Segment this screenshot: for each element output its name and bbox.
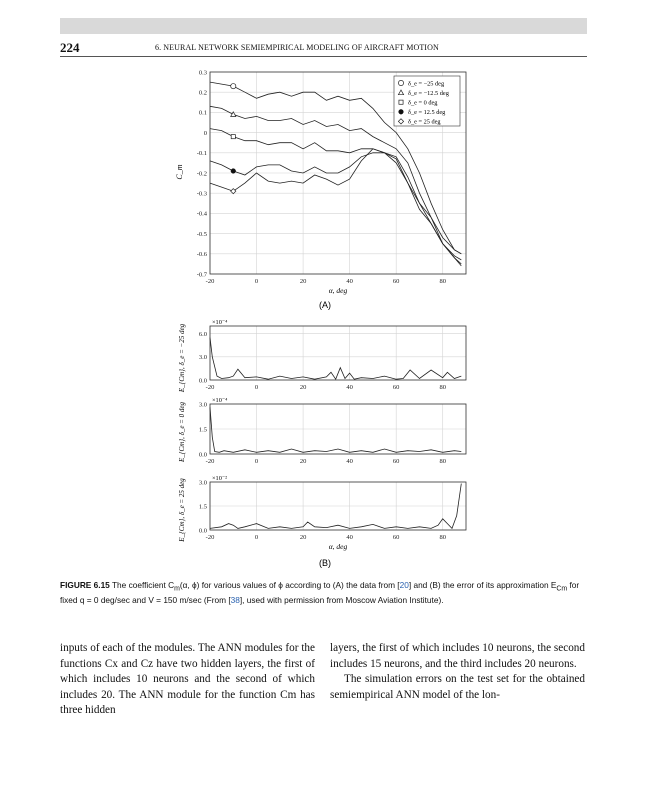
- y-tick-label: -0.6: [196, 251, 207, 259]
- y-tick-label: 3.0: [198, 479, 207, 487]
- caption-ref-link[interactable]: 20: [399, 580, 409, 590]
- y-tick-label: 0.0: [198, 377, 207, 385]
- x-tick-label: 60: [392, 278, 400, 285]
- body-column-right: [330, 641, 585, 703]
- y-tick-label: 3.0: [198, 354, 207, 362]
- y-axis-label: E_{Cm}, δ_e = 0 deg: [178, 401, 186, 463]
- x-tick-label: 80: [439, 278, 446, 285]
- x-tick-label: 0: [254, 278, 259, 285]
- series-line: [210, 149, 461, 266]
- x-tick-label: 0: [254, 458, 259, 465]
- x-tick-label: 40: [346, 278, 353, 285]
- error-line: [210, 338, 461, 380]
- y-tick-label: -0.3: [196, 190, 207, 198]
- panel-label-b: (B): [319, 558, 331, 568]
- running-head: 6. NEURAL NETWORK SEMIEMPIRICAL MODELING OF AIRCRAFT MOTION: [155, 43, 439, 52]
- scale-label: ×10⁻⁴: [212, 319, 228, 326]
- caption-sub-m: m: [174, 585, 180, 593]
- series-marker: [231, 169, 236, 174]
- figure-caption: [60, 580, 587, 606]
- caption-text-1: The coefficient C: [111, 580, 175, 590]
- x-tick-label: 60: [392, 534, 400, 541]
- x-tick-label: 0: [254, 534, 259, 541]
- x-tick-label: -20: [205, 534, 215, 541]
- caption-sub-cm: Cm: [556, 585, 568, 593]
- x-tick-label: -20: [205, 458, 215, 465]
- y-tick-label: 3.0: [198, 401, 207, 409]
- y-tick-label: 0.0: [198, 527, 207, 535]
- caption-text-2: (α, ϕ) for various values of ϕ according to (A) the data from [: [179, 580, 400, 590]
- chart-b2: [178, 397, 466, 465]
- x-axis-label: α, deg: [328, 542, 348, 551]
- x-tick-label: 60: [392, 458, 400, 465]
- y-tick-label: 1.5: [198, 426, 207, 434]
- caption-text-4: for fixed q = 0 deg/sec and V = 150 m/sec (From [: [60, 580, 580, 605]
- series-line: [210, 106, 461, 254]
- panel-label-a: (A): [319, 300, 331, 310]
- scale-label: ×10⁻²: [212, 475, 228, 482]
- y-axis-label: E_{Cm}, δ_e = 25 deg: [178, 478, 186, 542]
- y-tick-label: 0.2: [198, 89, 207, 97]
- legend-marker: [399, 100, 403, 104]
- x-tick-label: 40: [346, 458, 353, 465]
- series-marker: [231, 84, 236, 89]
- legend-label: δ_e = 25 deg: [408, 118, 441, 126]
- caption-text-3: ] and (B) the error of its approximation E: [408, 580, 557, 590]
- x-axis-label: α, deg: [328, 286, 348, 295]
- x-tick-label: 40: [346, 534, 353, 541]
- caption-text-5: ], used with permission from Moscow Aviation Institute).: [239, 594, 444, 605]
- x-tick-label: 80: [439, 384, 446, 391]
- y-tick-label: 0.3: [198, 69, 207, 77]
- x-tick-label: -20: [205, 278, 215, 285]
- body-paragraph: inputs of each of the modules. The ANN modules for the functions Cx and Cz have two hidden layers, the first of which includes 10 neurons and the second of which includes 20. The ANN module for the function Cm has three hidden: [60, 642, 315, 717]
- x-tick-label: 20: [299, 534, 307, 541]
- body-column-left: [60, 641, 315, 719]
- series-line: [210, 129, 461, 260]
- legend-marker: [398, 80, 403, 85]
- x-tick-label: 60: [392, 384, 400, 391]
- chart-b3: [178, 475, 466, 551]
- y-axis-label: E_{Cm}, δ_e = −25 deg: [178, 323, 186, 393]
- legend-label: δ_e = 0 deg: [408, 99, 438, 107]
- y-tick-label: -0.4: [196, 210, 207, 218]
- error-line: [210, 407, 461, 452]
- y-tick-label: 1.5: [198, 503, 207, 511]
- series-marker: [231, 135, 235, 139]
- legend-label: δ_e = −25 deg: [408, 80, 445, 88]
- caption-ref-link[interactable]: 38: [230, 594, 240, 605]
- plot-frame: [210, 326, 466, 380]
- chart-b1: [178, 319, 466, 393]
- x-tick-label: 20: [299, 458, 307, 465]
- legend-marker: [399, 109, 404, 114]
- legend: [394, 76, 460, 126]
- body-paragraph: layers, the first of which includes 10 neurons, the second includes 15 neurons, and the third includes 20 neurons.: [330, 642, 585, 670]
- y-axis-label: C_m: [175, 164, 184, 180]
- legend-label: δ_e = −12.5 deg: [408, 89, 449, 97]
- y-tick-label: -0.5: [196, 230, 207, 238]
- y-tick-label: -0.1: [196, 150, 207, 158]
- legend-label: δ_e = 12.5 deg: [408, 109, 446, 117]
- y-tick-label: 0.0: [198, 451, 207, 459]
- body-paragraph: The simulation errors on the test set for the obtained semiempirical ANN model of the lon-: [330, 673, 585, 701]
- chart-a: [175, 69, 466, 295]
- x-tick-label: -20: [205, 384, 215, 391]
- x-tick-label: 20: [299, 384, 307, 391]
- y-tick-label: -0.2: [196, 170, 207, 178]
- x-tick-label: 20: [299, 278, 307, 285]
- y-tick-label: 0.1: [198, 109, 207, 117]
- x-tick-label: 40: [346, 384, 353, 391]
- y-tick-label: 0: [203, 129, 207, 137]
- y-tick-label: 6.0: [198, 331, 207, 339]
- x-tick-label: 80: [439, 534, 446, 541]
- x-tick-label: 80: [439, 458, 446, 465]
- scale-label: ×10⁻⁴: [212, 397, 228, 404]
- caption-label: FIGURE 6.15: [60, 580, 110, 590]
- y-tick-label: -0.7: [196, 271, 207, 279]
- page-number: 224: [60, 40, 80, 55]
- x-tick-label: 0: [254, 384, 259, 391]
